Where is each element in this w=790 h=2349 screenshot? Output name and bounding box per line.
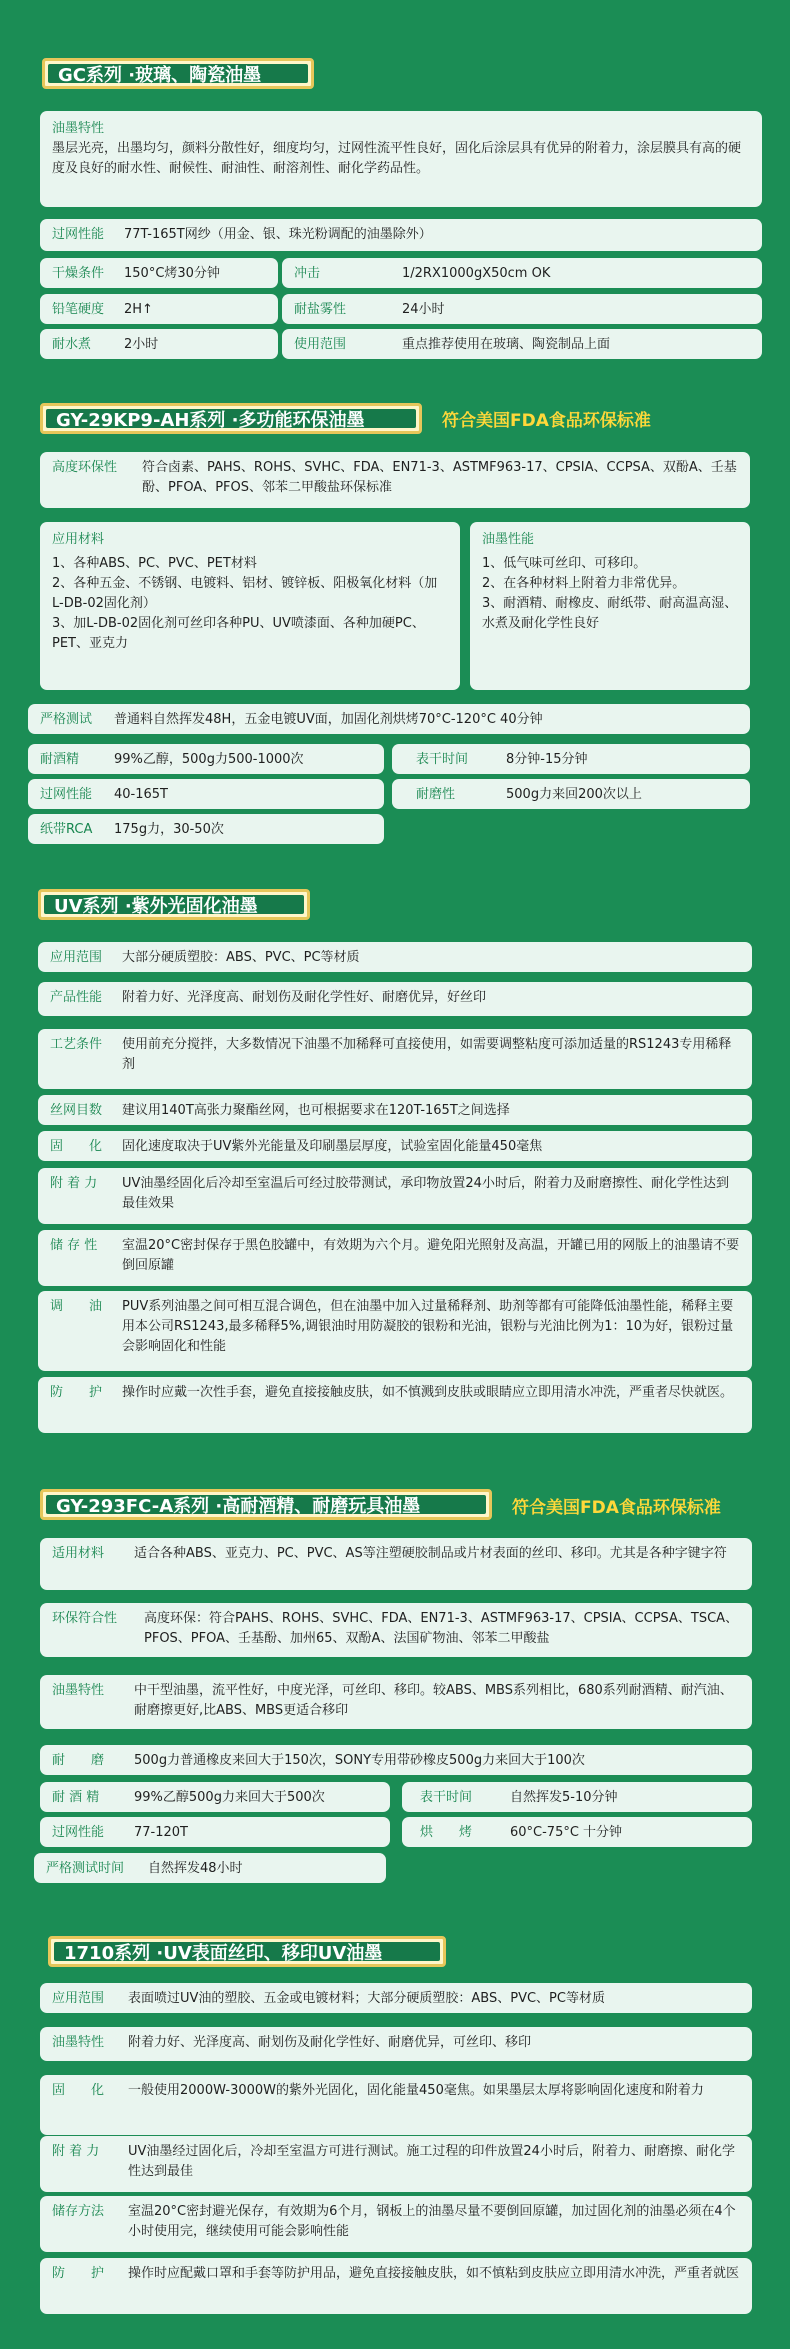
alcohol-row: [28, 744, 384, 774]
field-label: 严格测试: [40, 712, 93, 727]
section-title: UV系列 ·紫外光固化油墨: [54, 895, 258, 917]
mesh-row: [40, 1817, 390, 1847]
field-value: 附着力好、光泽度高、耐划伤及耐化学性好、耐磨优异，好丝印: [122, 990, 487, 1005]
field-value: UV油墨经过固化后，冷却至室温方可进行测试。施工过程的印件放置24小时后，附着力、耐磨擦、耐化学性达到最佳: [128, 2144, 735, 2179]
mesh-row: [40, 219, 762, 251]
field-value: 60°C-75°C 十分钟: [510, 1825, 623, 1840]
field-label: 储 存 性: [50, 1238, 98, 1253]
field-label: 耐 磨: [52, 1753, 105, 1768]
field-label: 表干时间: [420, 1790, 473, 1805]
field-label: 纸带RCA: [40, 822, 93, 837]
field-label: 干燥条件: [52, 266, 105, 281]
field-value: 1、各种ABS、PC、PVC、PET材料 2、各种五金、不锈钢、电镀料、铝材、镀锌板、阳极氧化材料（加L-DB-02固化剂） 3、加L-DB-02固化剂可丝印各种PU、UV喷漆面、各种加硬PC、PET、亚克力: [52, 556, 438, 651]
field-value: 自然挥发5-10分钟: [510, 1790, 618, 1805]
spec-row: [38, 1029, 752, 1089]
alcohol-row: [40, 1782, 390, 1812]
bake-row: [402, 1817, 752, 1847]
impact-row: [282, 258, 762, 288]
field-label: 油墨特性: [52, 1683, 105, 1698]
spec-row: [40, 2027, 752, 2061]
field-label: 固 化: [52, 2083, 105, 2098]
field-label: 产品性能: [50, 990, 103, 1005]
materials-row: [40, 1538, 752, 1590]
field-label: 耐磨性: [416, 787, 456, 802]
field-value: 自然挥发48小时: [148, 1861, 243, 1876]
gy29-series-header: [40, 403, 422, 434]
env-row: [40, 452, 750, 508]
field-label: 表干时间: [416, 752, 469, 767]
ink-characteristics-card: [40, 111, 762, 207]
field-value: 2小时: [124, 337, 159, 352]
pencil-row: [40, 294, 278, 324]
surface-dry-row: [392, 744, 750, 774]
dry-row: [40, 258, 278, 288]
spec-row: [38, 1291, 752, 1371]
field-label: 耐水煮: [52, 337, 92, 352]
spec-row: [40, 2136, 752, 2192]
field-label: 适用材料: [52, 1546, 105, 1561]
field-label: 固 化: [50, 1139, 103, 1154]
salt-row: [282, 294, 762, 324]
field-label: 应用范围: [52, 1991, 105, 2006]
field-value: 重点推荐使用在玻璃、陶瓷制品上面: [402, 337, 611, 352]
field-value: 适合各种ABS、亚克力、PC、PVC、AS等注塑硬胶制品或片材表面的丝印、移印。尤其是各种字键字符: [134, 1546, 727, 1561]
field-value: UV油墨经固化后冷却至室温后可经过胶带测试，承印物放置24小时后，附着力及耐磨擦性、耐化学性达到最佳效果: [122, 1176, 729, 1211]
spec-row: [38, 982, 752, 1016]
field-value: 符合卤素、PAHS、ROHS、SVHC、FDA、EN71-3、ASTMF963-17、CPSIA、CCPSA、双酚A、壬基酚、PFOA、PFOS、邻苯二甲酸盐环保标准: [142, 460, 737, 495]
field-label: 耐盐雾性: [294, 302, 347, 317]
field-label: 过网性能: [52, 227, 105, 242]
field-label: 过网性能: [52, 1825, 105, 1840]
spec-row: [40, 1983, 752, 2013]
field-label: 冲击: [294, 266, 321, 281]
field-value: 99%乙醇500g力来回大于500次: [134, 1790, 325, 1805]
section-title: GC系列 ·玻璃、陶瓷油墨: [58, 64, 262, 86]
test-time-row: [34, 1853, 386, 1883]
spec-row: [40, 2075, 752, 2135]
spec-row: [38, 942, 752, 972]
field-label: 环保符合性: [52, 1611, 118, 1626]
field-label: 烘 烤: [420, 1825, 473, 1840]
field-value: 77T-165T网纱（用金、银、珠光粉调配的油墨除外）: [124, 227, 432, 242]
field-label: 丝网目数: [50, 1103, 103, 1118]
field-value: 固化速度取决于UV紫外光能量及印刷墨层厚度，试验室固化能量450毫焦: [122, 1139, 543, 1154]
field-label: 附 着 力: [50, 1176, 98, 1191]
field-label: 铅笔硬度: [52, 302, 105, 317]
field-label: 油墨特性: [52, 121, 105, 136]
field-value: 2H↑: [124, 302, 153, 317]
field-label: 附 着 力: [52, 2144, 100, 2159]
field-value: 高度环保：符合PAHS、ROHS、SVHC、FDA、EN71-3、ASTMF963-17、CPSIA、CCPSA、TSCA、PFOS、PFOA、壬基酚、加州65、双酚A、法国矿物油、邻苯二甲酸盐: [144, 1611, 739, 1646]
gy293-series-header: [40, 1489, 492, 1520]
field-value: 1/2RX1000gX50cm OK: [402, 266, 551, 281]
spec-row: [38, 1230, 752, 1286]
materials-card: [40, 522, 460, 690]
field-value: 1、低气味可丝印、可移印。 2、在各种材料上附着力非常优异。 3、耐酒精、耐橡皮、耐纸带、耐高温高湿、水煮及耐化学性良好: [482, 556, 738, 631]
field-value: 175g力，30-50次: [114, 822, 224, 837]
field-label: 过网性能: [40, 787, 93, 802]
spec-row: [38, 1131, 752, 1161]
env-row: [40, 1603, 752, 1657]
field-label: 油墨性能: [482, 532, 535, 547]
field-value: 8分钟-15分钟: [506, 752, 588, 767]
field-value: 40-165T: [114, 787, 168, 802]
ink-row: [40, 1675, 752, 1729]
field-value: 建议用140T高张力聚酯丝网，也可根据要求在120T-165T之间选择: [122, 1103, 510, 1118]
section-title: 1710系列 ·UV表面丝印、移印UV油墨: [64, 1942, 383, 1964]
spec-row: [40, 2258, 752, 2314]
field-value: 150°C烤30分钟: [124, 266, 220, 281]
field-label: 严格测试时间: [46, 1861, 125, 1876]
field-value: 墨层光亮，出墨均匀，颜料分散性好，细度均匀，过网性流平性良好，固化后涂层具有优异的附着力，涂层膜具有高的硬度及良好的耐水性、耐候性、耐油性、耐溶剂性、耐化学药品性。: [52, 141, 742, 176]
field-value: 操作时应配戴口罩和手套等防护用品，避免直接接触皮肤，如不慎粘到皮肤应立即用清水冲洗，严重者就医: [128, 2266, 740, 2281]
fda-badge: 符合美国FDA食品环保标准: [442, 411, 651, 431]
field-label: 调 油: [50, 1299, 103, 1314]
field-value: 24小时: [402, 302, 445, 317]
field-label: 耐酒精: [40, 752, 80, 767]
uv-series-header: [38, 889, 310, 920]
field-label: 防 护: [50, 1385, 103, 1400]
spec-row: [40, 2196, 752, 2252]
field-label: 耐 酒 精: [52, 1790, 100, 1805]
use-row: [282, 329, 762, 359]
wear-row: [392, 779, 750, 809]
section-title: GY-29KP9-AH系列 ·多功能环保油墨: [56, 409, 365, 431]
field-value: 中干型油墨，流平性好，中度光泽，可丝印、移印。较ABS、MBS系列相比，680系列耐酒精、耐汽油、耐磨擦更好,比ABS、MBS更适合移印: [134, 1683, 733, 1718]
field-value: 普通料自然挥发48H，五金电镀UV面，加固化剂烘烤70°C-120°C 40分钟: [114, 712, 543, 727]
rca-row: [28, 814, 384, 844]
test-row: [28, 704, 750, 734]
field-label: 高度环保性: [52, 460, 118, 475]
field-label: 储存方法: [52, 2204, 105, 2219]
spec-row: [38, 1377, 752, 1433]
field-value: PUV系列油墨之间可相互混合调色，但在油墨中加入过量稀释剂、助剂等都有可能降低油墨性能，稀释主要用本公司RS1243,最多稀释5%,调银油时用防凝胶的银粉和光油，银粉与光油比例为1：10为好，银粉过量会影响固化和性能: [122, 1299, 734, 1354]
wear-row: [40, 1745, 752, 1775]
field-value: 室温20°C密封保存于黑色胶罐中，有效期为六个月。避免阳光照射及高温，开罐已用的网版上的油墨请不要倒回原罐: [122, 1238, 740, 1273]
gc-series-header: [42, 58, 314, 89]
field-value: 附着力好、光泽度高、耐划伤及耐化学性好、耐磨优异，可丝印、移印: [128, 2035, 532, 2050]
surface-dry-row: [402, 1782, 752, 1812]
field-label: 应用范围: [50, 950, 103, 965]
field-value: 操作时应戴一次性手套，避免直接接触皮肤，如不慎溅到皮肤或眼睛应立即用清水冲洗，严重者尽快就医。: [122, 1385, 734, 1400]
field-value: 室温20°C密封避光保存，有效期为6个月，钢板上的油墨尽量不要倒回原罐，加过固化剂的油墨必须在4个小时使用完，继续使用可能会影响性能: [128, 2204, 736, 2239]
fda-badge: 符合美国FDA食品环保标准: [512, 1498, 721, 1518]
field-label: 使用范围: [294, 337, 347, 352]
section-title: GY-293FC-A系列 ·高耐酒精、耐磨玩具油墨: [56, 1495, 421, 1517]
1710-series-header: [48, 1936, 446, 1967]
spec-row: [38, 1095, 752, 1125]
mesh-row: [28, 779, 384, 809]
field-label: 工艺条件: [50, 1037, 103, 1052]
field-value: 77-120T: [134, 1825, 188, 1840]
field-value: 99%乙醇，500g力500-1000次: [114, 752, 304, 767]
field-label: 应用材料: [52, 532, 105, 547]
boil-row: [40, 329, 278, 359]
spec-row: [38, 1168, 752, 1224]
field-value: 500g力来回200次以上: [506, 787, 642, 802]
field-label: 油墨特性: [52, 2035, 105, 2050]
field-label: 防 护: [52, 2266, 105, 2281]
field-value: 500g力普通橡皮来回大于150次，SONY专用带砂橡皮500g力来回大于100次: [134, 1753, 585, 1768]
ink-performance-card: [470, 522, 750, 690]
field-value: 表面喷过UV油的塑胶、五金或电镀材料；大部分硬质塑胶：ABS、PVC、PC等材质: [128, 1991, 605, 2006]
field-value: 使用前充分搅拌，大多数情况下油墨不加稀释可直接使用，如需要调整粘度可添加适量的RS1243专用稀释剂: [122, 1037, 732, 1072]
field-value: 大部分硬质塑胶：ABS、PVC、PC等材质: [122, 950, 360, 965]
field-value: 一般使用2000W-3000W的紫外光固化，固化能量450毫焦。如果墨层太厚将影响固化速度和附着力: [128, 2083, 704, 2098]
